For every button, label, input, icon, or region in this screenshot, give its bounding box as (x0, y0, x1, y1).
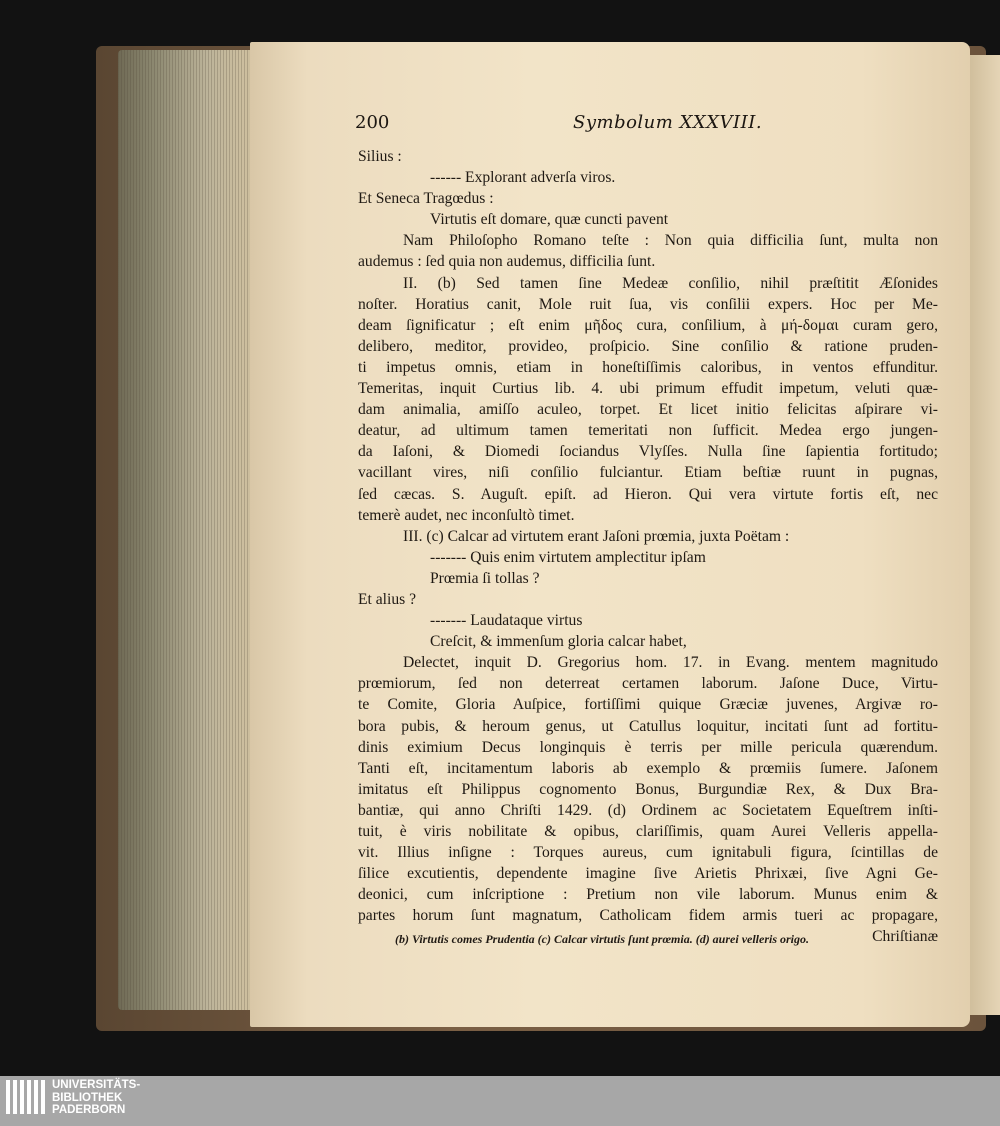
library-name-line: UNIVERSITÄTS- (52, 1079, 141, 1091)
running-title: Symbolum XXXVIII. (573, 112, 763, 133)
text-line: vacillant vires, niſi conſilio fulciantur. Etiam beſtiæ ruunt in pugnas, (358, 464, 938, 482)
page-edges (118, 50, 268, 1010)
text-line: temerè audet, nec inconſultò timet. (358, 506, 575, 524)
text-line: Creſcit, & immenſum gloria calcar habet, (430, 633, 687, 651)
library-name-line: BIBLIOTHEK (52, 1091, 123, 1104)
text-line: Et Seneca Tragœdus : (358, 190, 494, 208)
footnote: (b) Virtutis comes Prudentia (c) Calcar virtutis ſunt prœmia. (d) aurei velleris origo. (395, 932, 810, 946)
library-name (52, 1079, 140, 1117)
right-page-edge (965, 55, 1000, 1015)
text-line: partes horum ſunt magnatum, Catholicam fidem armis tueri ac propagare, (358, 907, 938, 925)
text-line: ------ Explorant adverſa viros. (430, 169, 616, 187)
text-line: ------- Laudataque virtus (430, 612, 583, 630)
text-line: delibero, meditor, provideo, proſpicio. Sine conſilio & ratione pruden- (358, 337, 938, 355)
text-line: dinis eximium Decus longinquis è terris per mille pericula quærendum. (358, 738, 938, 756)
text-line: dam animalia, amiſſo aculeo, torpet. Et licet initio felicitas aſpirare vi- (358, 401, 938, 419)
text-line: audemus : ſed quia non audemus, difficilia ſunt. (358, 253, 656, 271)
text-line: Temeritas, inquit Curtius lib. 4. ubi primum effudit impetum, veluti quæ- (358, 380, 938, 398)
text-line: Nam Philoſopho Romano teſte : Non quia difficilia ſunt, multa non (403, 232, 938, 250)
text-line: Prœmia ſi tollas ? (430, 569, 540, 587)
text-line: Et alius ? (358, 590, 417, 608)
text-line: da Iaſoni, & Diomedi ſociandus Vlyſſes. Nulla ſine ſapientia fortitudo; (358, 443, 938, 461)
library-footer (0, 1076, 1000, 1126)
text-line: vit. Illius inſigne : Torques aureus, cum ignitabuli figura, ſcintillas de (358, 844, 938, 862)
text-line: ſilice excutientis, dependente imagine ſive Arietis Phrixæi, ſive Agni Ge- (358, 865, 938, 883)
library-name-line: PADERBORN (52, 1104, 126, 1116)
text-line: prœmiorum, ſed non deterreat certamen laborum. Jaſone Duce, Virtu- (358, 675, 938, 693)
text-line: Silius : (358, 148, 402, 165)
body-text (358, 146, 938, 948)
text-line: ti impetus omnis, etiam in honeſtiſſimis caloribus, in ventos effunditur. (358, 358, 938, 376)
library-logo-icon (6, 1080, 50, 1122)
text-line: bantiæ, qui anno Chriſti 1429. (d) Ordinem ac Societatem Equeſtrem inſti- (358, 801, 938, 819)
text-line: Delectet, inquit D. Gregorius hom. 17. in Evang. mentem magnitudo (403, 654, 938, 672)
text-line: imitatus eſt Philippus cognomento Bonus, Burgundiæ Rex, & Dux Bra- (358, 780, 938, 798)
text-line: Virtutis eſt domare, quæ cuncti pavent (430, 211, 669, 229)
page-number: 200 (355, 112, 390, 133)
text-line: Tanti eſt, incitamentum laboris ab exemplo & prœmiis ſumere. Jaſonem (358, 759, 938, 777)
text-line: II. (b) Sed tamen ſine Medeæ conſilio, nihil præſtitit Æſonides (403, 274, 938, 292)
text-line: deonici, cum inſcriptione : Pretium non vile laborum. Munus enim & (358, 886, 938, 904)
text-line: deatur, ad ultimum tamen temeritati non ſufficit. Medea ergo jungen- (358, 422, 938, 440)
catchword: Chriſtianæ (872, 928, 938, 946)
text-line: ſed cæcas. S. Auguſt. epiſt. ad Hieron. Qui vera virtute fortis eſt, nec (358, 485, 938, 503)
text-line: III. (c) Calcar ad virtutem erant Jaſoni prœmia, juxta Poëtam : (403, 527, 790, 545)
text-line: noſter. Horatius canit, Mole ruit ſua, vis conſilii expers. Hoc per Me- (358, 295, 938, 313)
text-line: ------- Quis enim virtutem amplectitur ipſam (430, 548, 706, 566)
text-line: bora pubis, & heroum genus, ut Catullus loquitur, incitati ſunt ad fortitu- (358, 717, 938, 735)
text-line: tuit, è viris nobilitate & opibus, clariſſimis, quam Aurei Velleris appella- (358, 823, 938, 840)
text-line: te Comite, Gloria Auſpice, fortiſſimi quique Græciæ juvenes, Argivæ ro- (358, 696, 938, 714)
text-line: deam ſignificatur ; eſt enim μῆδος cura, conſilium, à μή-δομαι curam gero, (358, 316, 938, 334)
